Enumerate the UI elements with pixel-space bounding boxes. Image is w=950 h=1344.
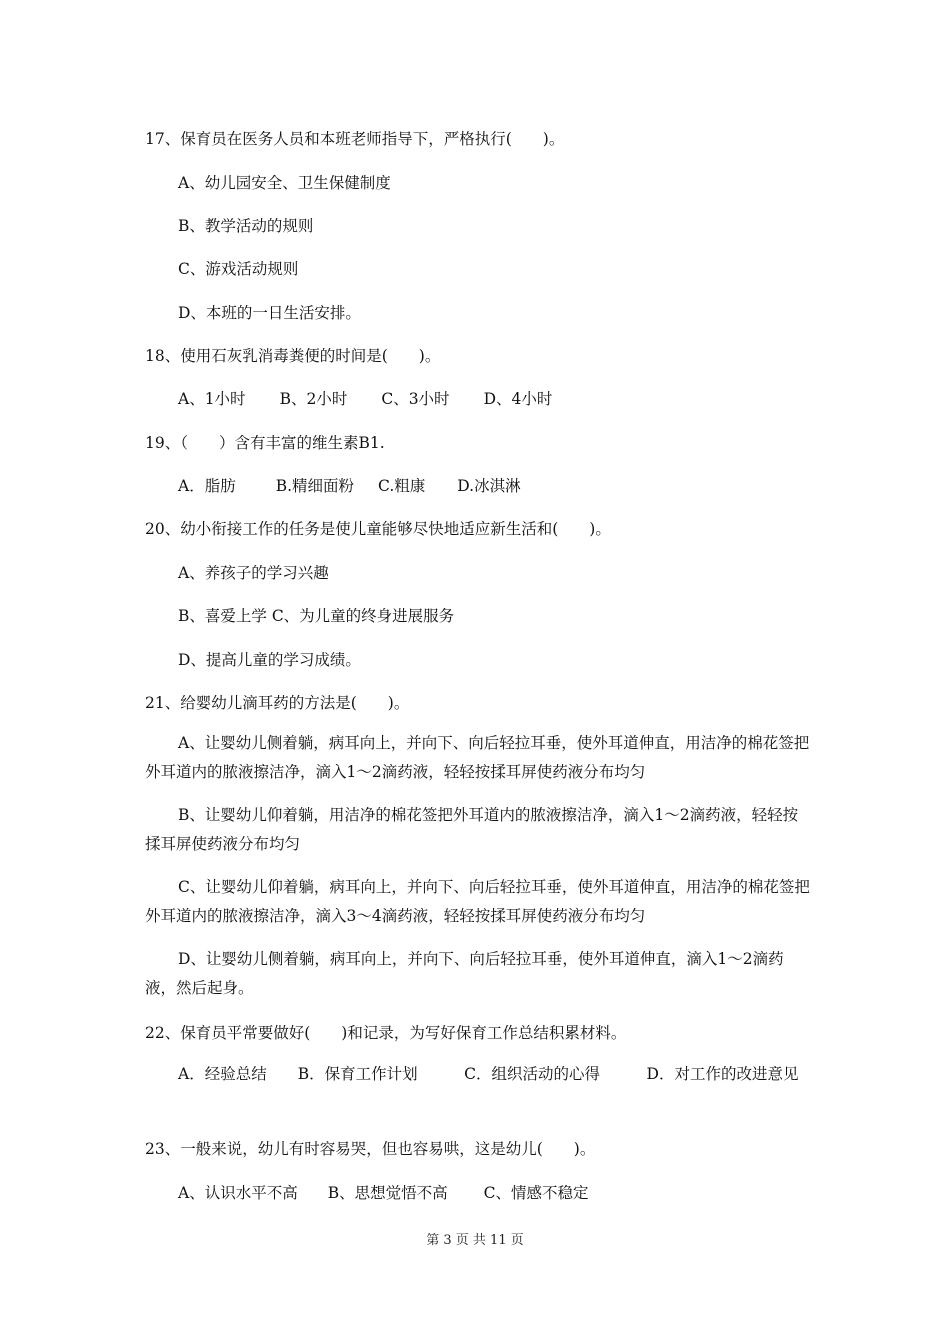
question-22-option-d: D．对工作的改进意见 xyxy=(646,1065,799,1083)
question-17-option-c: C、游戏活动规则 xyxy=(178,260,299,278)
question-23-options xyxy=(178,1181,588,1203)
question-19-stem: 19、（ ）含有丰富的维生素B1. xyxy=(145,434,385,452)
question-23-option-c: C、情感不稳定 xyxy=(483,1184,589,1202)
question-18-option-d: D、4小时 xyxy=(483,390,553,408)
question-19-option-c: C.粗康 xyxy=(378,477,426,495)
question-20-option-bc: B、喜爱上学 C、为儿童的终身进展服务 xyxy=(178,607,455,625)
question-22-option-a: A．经验总结 xyxy=(178,1065,267,1083)
question-17-option-d: D、本班的一日生活安排。 xyxy=(178,304,361,322)
question-22-stem: 22、保育员平常要做好( )和记录，为写好保育工作总结积累材料。 xyxy=(145,1024,627,1042)
question-18-options xyxy=(178,387,552,409)
question-18-option-c: C、3小时 xyxy=(381,390,450,408)
question-21-option-d: D、让婴幼儿侧着躺，病耳向上，并向下、向后轻拉耳垂，使外耳道伸直，滴入1～2滴药液，然后起身。 xyxy=(145,950,784,997)
question-17-option-a: A、幼儿园安全、卫生保健制度 xyxy=(178,174,391,192)
question-23-stem: 23、一般来说，幼儿有时容易哭，但也容易哄，这是幼儿( )。 xyxy=(145,1140,596,1158)
question-17-stem: 17、保育员在医务人员和本班老师指导下，严格执行( )。 xyxy=(145,130,565,148)
question-23-option-a: A、认识水平不高 xyxy=(178,1184,298,1202)
question-20-option-a: A、养孩子的学习兴趣 xyxy=(178,564,329,582)
question-19-options xyxy=(178,474,521,496)
question-22-option-b: B．保育工作计划 xyxy=(297,1065,418,1083)
question-18-option-a: A、1小时 xyxy=(178,390,246,408)
question-17-option-b: B、教学活动的规则 xyxy=(178,217,314,235)
question-19-option-a: A．脂肪 xyxy=(178,477,236,495)
question-20-stem: 20、幼小衔接工作的任务是使儿童能够尽快地适应新生活和( )。 xyxy=(145,520,611,538)
question-19-option-b: B.精细面粉 xyxy=(275,477,355,495)
question-18-option-b: B、2小时 xyxy=(279,390,348,408)
page-footer: 第 3 页 共 11 页 xyxy=(426,1233,524,1248)
question-23-option-b: B、思想觉悟不高 xyxy=(327,1184,448,1202)
question-19-option-d: D.冰淇淋 xyxy=(457,477,521,495)
question-21-option-a: A、让婴幼儿侧着躺，病耳向上，并向下、向后轻拉耳垂，使外耳道伸直，用洁净的棉花签把外耳道内的脓液擦洁净，滴入1～2滴药液，轻轻按揉耳屏使药液分布均匀 xyxy=(145,734,810,781)
question-18-stem: 18、使用石灰乳消毒粪便的时间是( )。 xyxy=(145,347,441,365)
question-21-stem: 21、给婴幼儿滴耳药的方法是( )。 xyxy=(145,694,410,712)
question-21-option-b: B、让婴幼儿仰着躺，用洁净的棉花签把外耳道内的脓液擦洁净，滴入1～2滴药液，轻轻按揉耳屏使药液分布均匀 xyxy=(145,806,799,853)
question-22-options xyxy=(145,1060,810,1089)
question-20-option-d: D、提高儿童的学习成绩。 xyxy=(178,651,361,669)
question-22-option-c: C．组织活动的心得 xyxy=(464,1065,601,1083)
question-21-option-c: C、让婴幼儿仰着躺，病耳向上，并向下、向后轻拉耳垂，使外耳道伸直，用洁净的棉花签把外耳道内的脓液擦洁净，滴入3～4滴药液，轻轻按揉耳屏使药液分布均匀 xyxy=(145,878,810,925)
